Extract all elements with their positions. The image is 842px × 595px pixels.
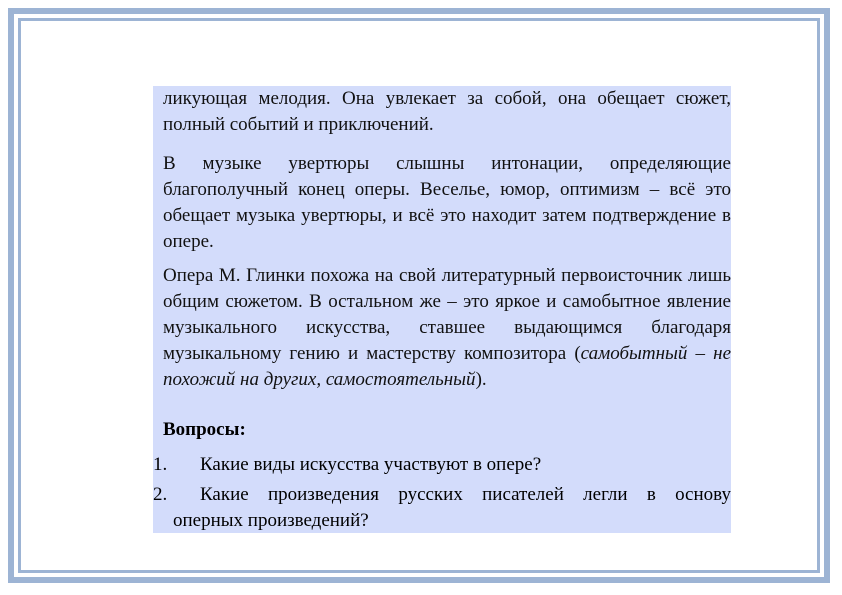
- paragraph-3-italic-definition: самобытный – не похожий на других, самостоятельный: [163, 343, 731, 390]
- question-number-2: 2.: [153, 484, 168, 505]
- paragraph-3-end: ).: [475, 369, 487, 390]
- question-text-1: Какие виды искусства участвуют в опере?: [200, 454, 542, 475]
- paragraph-1: ликующая мелодия. Она увлекает за собой, она обещает сюжет, полный событий и приключений.: [163, 88, 731, 135]
- text-block: [153, 86, 731, 533]
- paragraph-3-text: Опера М. Глинки похожа на свой литературный первоисточник лишь общим сюжетом. В остальном же – это яркое и самобытное явление музыкального искусства, ставшее выдающимся благодаря музыкальному гению и мастерству композитора (: [163, 265, 731, 364]
- paragraph-2: В музыке увертюры слышны интонации, определяющие благополучный конец оперы. Веселье, юмор, оптимизм – всё это обещает музыка увертюры, и всё это находит затем подтверждение в опере.: [163, 153, 731, 252]
- paragraph-3: [153, 263, 731, 393]
- question-item-2: [153, 482, 731, 534]
- question-number-1: 1.: [153, 454, 168, 475]
- question-text-2: Какие произведения русских писателей легли в основу: [200, 484, 731, 505]
- question-item-1: [153, 452, 731, 478]
- question-text-2-continued: оперных произведений?: [173, 510, 369, 531]
- questions-heading: Вопросы:: [163, 419, 246, 440]
